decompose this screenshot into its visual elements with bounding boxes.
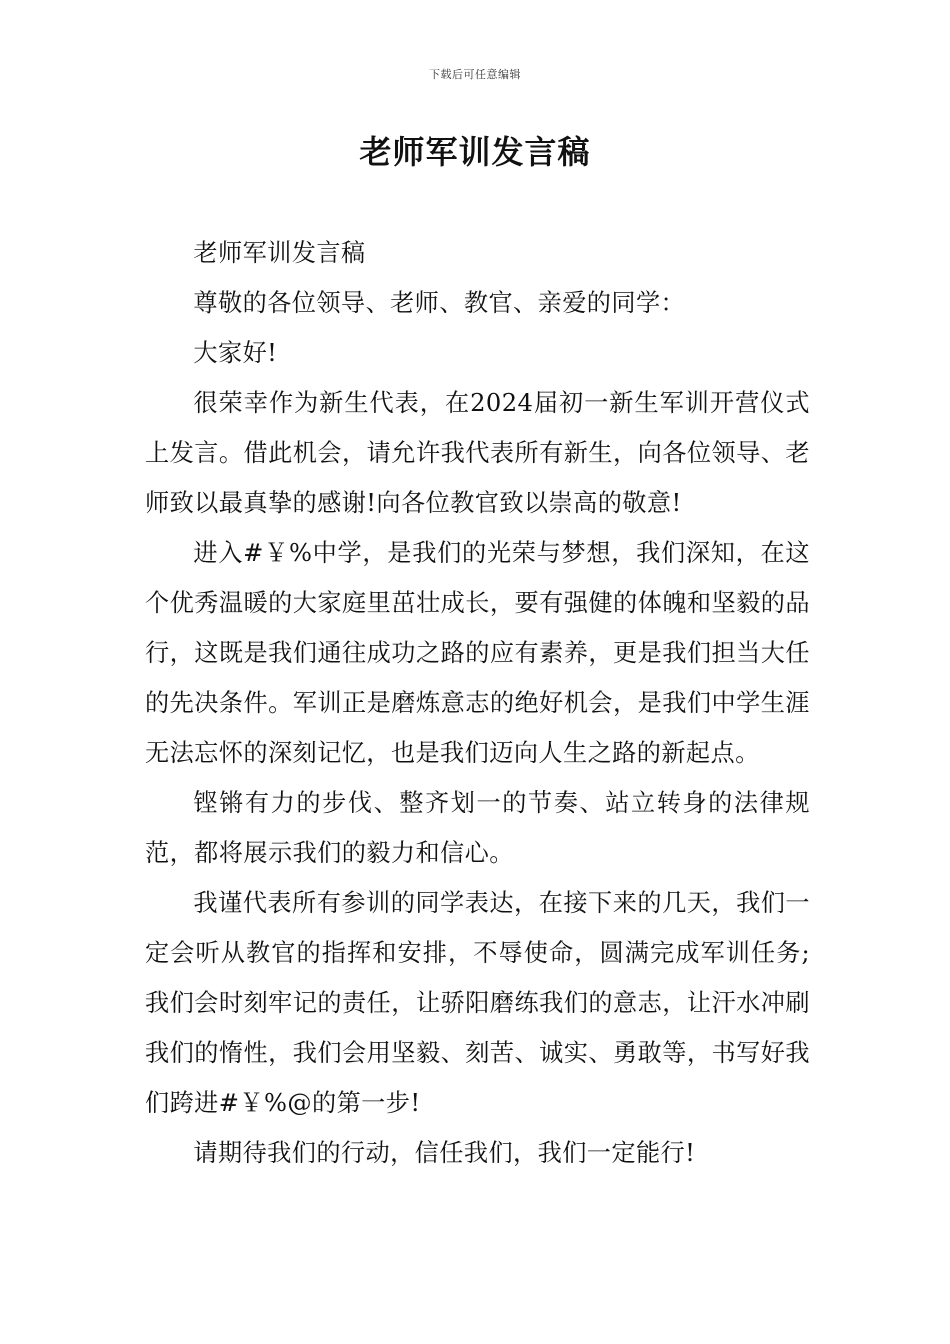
paragraph: 很荣幸作为新生代表，在2024届初一新生军训开营仪式上发言。借此机会，请允许我代表所有新生，向各位领导、老师致以最真挚的感谢!向各位教官致以崇高的敬意! xyxy=(145,389,810,517)
paragraph: 我谨代表所有参训的同学表达，在接下来的几天，我们一定会听从教官的指挥和安排，不辱使命，圆满完成军训任务;我们会时刻牢记的责任，让骄阳磨练我们的意志，让汗水冲刷我们的惰性，我们会用坚毅、刻苦、诚实、勇敢等，书写好我们跨进#￥%@的第一步! xyxy=(145,889,810,1117)
paragraph: 铿锵有力的步伐、整齐划一的节奏、站立转身的法律规范，都将展示我们的毅力和信心。 xyxy=(145,789,810,867)
document-title: 老师军训发言稿 xyxy=(359,133,591,171)
paragraph-closing: 请期待我们的行动，信任我们，我们一定能行! xyxy=(193,1139,696,1167)
header-note: 下载后可任意编辑 xyxy=(429,68,521,81)
paragraph-salutation: 尊敬的各位领导、老师、教官、亲爱的同学： xyxy=(193,289,686,317)
paragraph-subtitle: 老师军训发言稿 xyxy=(193,239,366,267)
paragraph: 进入#￥%中学，是我们的光荣与梦想，我们深知，在这个优秀温暖的大家庭里茁壮成长，要有强健的体魄和坚毅的品行，这既是我们通往成功之路的应有素养，更是我们担当大任的先决条件。军训正是磨炼意志的绝好机会，是我们中学生涯无法忘怀的深刻记忆，也是我们迈向人生之路的新起点。 xyxy=(145,539,810,767)
paragraph-greeting: 大家好! xyxy=(193,339,278,367)
document-body xyxy=(145,228,810,1178)
